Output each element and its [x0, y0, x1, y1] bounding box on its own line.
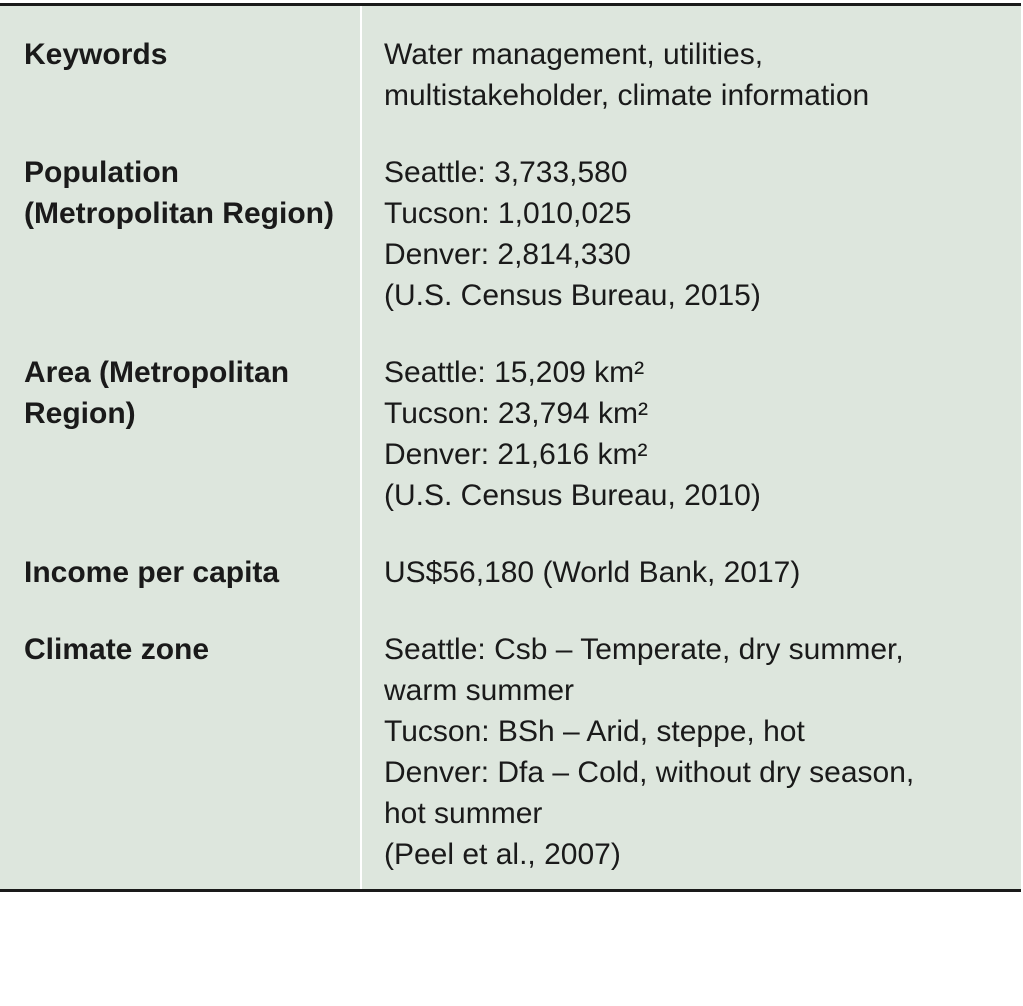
- value-line: multistakeholder, climate information: [384, 79, 870, 112]
- column-divider: [360, 6, 362, 889]
- row-value-area: [360, 352, 1021, 516]
- row-value-income: [360, 552, 1021, 593]
- value-line: Denver: Dfa – Cold, without dry season,: [384, 756, 915, 789]
- value-line: Tucson: BSh – Arid, steppe, hot: [384, 715, 805, 748]
- table-row-area: [0, 352, 1021, 516]
- row-label-keywords: Keywords: [24, 38, 168, 71]
- case-profile-table: [0, 3, 1021, 892]
- table-row-climate-zone: [0, 629, 1021, 875]
- value-line: Tucson: 23,794 km²: [384, 397, 649, 430]
- value-line: Water management, utilities,: [384, 38, 764, 71]
- row-label-population: Population (Metropolitan Region): [24, 156, 334, 230]
- value-line: (Peel et al., 2007): [384, 838, 621, 871]
- value-line: warm summer: [384, 674, 575, 707]
- value-line: Seattle: 3,733,580: [384, 156, 628, 189]
- row-value-climate-zone: [360, 629, 1021, 875]
- row-label-income: Income per capita: [24, 556, 280, 589]
- value-line: Seattle: Csb – Temperate, dry summer,: [384, 633, 904, 666]
- row-label-climate-zone: Climate zone: [24, 633, 210, 666]
- value-line: (U.S. Census Bureau, 2010): [384, 479, 761, 512]
- value-line: US$56,180 (World Bank, 2017): [384, 556, 801, 589]
- value-line: (U.S. Census Bureau, 2015): [384, 279, 761, 312]
- table-row-keywords: [0, 34, 1021, 116]
- row-value-population: [360, 152, 1021, 316]
- table-row-income: [0, 552, 1021, 593]
- value-line: Denver: 21,616 km²: [384, 438, 648, 471]
- row-label-area: Area (Metropolitan Region): [24, 356, 290, 430]
- value-line: Tucson: 1,010,025: [384, 197, 632, 230]
- value-line: hot summer: [384, 797, 543, 830]
- table-row-population: [0, 152, 1021, 316]
- value-line: Denver: 2,814,330: [384, 238, 631, 271]
- table-body: [0, 6, 1021, 889]
- row-value-keywords: [360, 34, 1021, 116]
- value-line: Seattle: 15,209 km²: [384, 356, 645, 389]
